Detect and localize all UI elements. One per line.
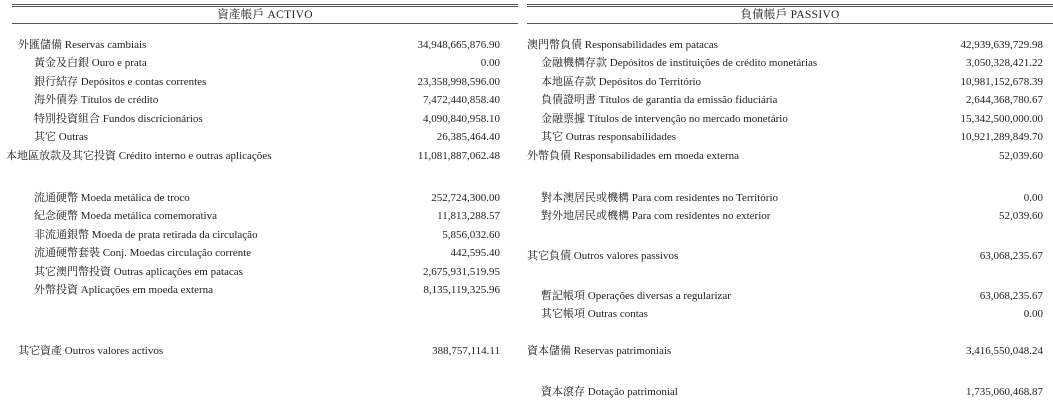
asset-label: 銀行結存 Depósitos e contas correntes (34, 76, 207, 88)
liability-value: 52,039.60 (999, 150, 1043, 162)
liability-value: 2,644,368,780.67 (966, 94, 1043, 106)
liability-value: 10,981,152,678.39 (960, 76, 1043, 88)
asset-label: 紀念硬幣 Moeda metálica comemorativa (34, 210, 217, 222)
asset-row (0, 190, 500, 207)
asset-row (0, 55, 500, 72)
asset-label: 其它資產 Outros valores activos (18, 345, 164, 357)
liability-label: 其它負債 Outros valores passivos (527, 250, 679, 262)
asset-row (0, 208, 500, 225)
liability-row (527, 343, 1043, 360)
liability-value: 3,050,328,421.22 (966, 57, 1043, 69)
asset-label: 本地區放款及其它投資 Crédito interno e outras aplicações (6, 150, 272, 162)
asset-value: 442,595.40 (450, 247, 500, 259)
asset-value: 4,090,840,958.10 (423, 113, 500, 125)
liability-value: 10,921,289,849.70 (960, 131, 1043, 143)
asset-label: 外幣投資 Aplicações em moeda externa (34, 284, 213, 296)
liability-row (527, 288, 1043, 305)
asset-row (0, 111, 500, 128)
liability-row (527, 208, 1043, 225)
liability-row (527, 92, 1043, 109)
liability-value: 1,735,060,468.87 (966, 386, 1043, 398)
asset-value: 11,081,887,062.48 (417, 150, 500, 162)
asset-label: 特別投資組合 Fundos discricionários (34, 113, 203, 125)
liability-value: 42,939,639,729.98 (960, 39, 1043, 51)
liability-row (527, 111, 1043, 128)
liability-label: 負債證明書 Títulos de garantia da emissão fiduciária (541, 94, 778, 106)
asset-row (0, 92, 500, 109)
asset-label: 其它澳門幣投資 Outras aplicações em patacas (34, 266, 243, 278)
asset-value: 2,675,931,519.95 (423, 266, 500, 278)
liability-label: 外幣負債 Responsabilidades em moeda externa (527, 150, 740, 162)
liability-label: 其它 Outras responsabilidades (541, 131, 677, 143)
asset-label: 海外債券 Títulos de crédito (34, 94, 159, 106)
asset-value: 23,358,998,596.00 (417, 76, 500, 88)
asset-label: 外匯儲備 Reservas cambiais (18, 39, 147, 51)
liability-row (527, 74, 1043, 91)
liability-label: 對本澳居民或機構 Para com residentes no Território (541, 192, 779, 204)
asset-row (0, 264, 500, 281)
liability-value: 3,416,550,048.24 (966, 345, 1043, 357)
liability-label: 其它帳項 Outras contas (541, 308, 648, 320)
liability-label: 對外地居民或機構 Para com residentes no exterior (541, 210, 771, 222)
asset-value: 26,385,464.40 (436, 131, 500, 143)
asset-label: 流通硬幣套裝 Conj. Moedas circulação corrente (34, 247, 252, 259)
liability-label: 暫記帳項 Operações diversas a regularizar (541, 290, 731, 302)
liability-label: 本地區存款 Depósitos do Território (541, 76, 702, 88)
liability-row (527, 37, 1043, 54)
liability-value: 0.00 (1023, 192, 1043, 204)
liability-label: 金融票據 Títulos de intervenção no mercado monetário (541, 113, 788, 125)
liability-value: 63,068,235.67 (979, 290, 1043, 302)
header-passive: 負債帳戶 PASSIVO (527, 4, 1053, 24)
asset-row (0, 129, 500, 146)
liability-value: 63,068,235.67 (979, 250, 1043, 262)
liability-value: 52,039.60 (999, 210, 1043, 222)
asset-value: 7,472,440,858.40 (423, 94, 500, 106)
asset-label: 其它 Outras (34, 131, 89, 143)
asset-row (0, 37, 500, 54)
liability-label: 澳門幣負債 Responsabilidades em patacas (527, 39, 718, 51)
asset-row (0, 227, 500, 244)
liability-value: 15,342,500,000.00 (960, 113, 1043, 125)
asset-value: 34,948,665,876.90 (417, 39, 500, 51)
liability-value: 0.00 (1023, 308, 1043, 320)
liability-row (527, 129, 1043, 146)
asset-row (0, 245, 500, 262)
liability-row (527, 55, 1043, 72)
asset-value: 0.00 (480, 57, 500, 69)
asset-value: 11,813,288.57 (437, 210, 500, 222)
liability-row (527, 190, 1043, 207)
asset-label: 非流通銀幣 Moeda de prata retirada da circulação (34, 229, 258, 241)
liability-label: 資本儲備 Reservas patrimoniais (527, 345, 672, 357)
asset-row (0, 343, 500, 360)
liability-row (527, 248, 1043, 265)
liability-label: 金融機構存款 Depósitos de instituições de crédito monetárias (541, 57, 818, 69)
asset-value: 388,757,114.11 (432, 345, 500, 357)
liability-row (527, 306, 1043, 323)
liability-label: 資本滾存 Dotação patrimonial (541, 386, 678, 398)
asset-row (0, 74, 500, 91)
asset-label: 黃金及白銀 Ouro e prata (34, 57, 147, 69)
asset-value: 5,856,032.60 (442, 229, 500, 241)
liability-row (527, 148, 1043, 165)
asset-label: 流通硬幣 Moeda metálica de troco (34, 192, 190, 204)
asset-value: 252,724,300.00 (431, 192, 500, 204)
liability-row (527, 384, 1043, 401)
asset-value: 8,135,119,325.96 (423, 284, 500, 296)
asset-row (0, 282, 500, 299)
header-active: 資產帳戶 ACTIVO (12, 4, 518, 24)
asset-row (0, 148, 500, 165)
